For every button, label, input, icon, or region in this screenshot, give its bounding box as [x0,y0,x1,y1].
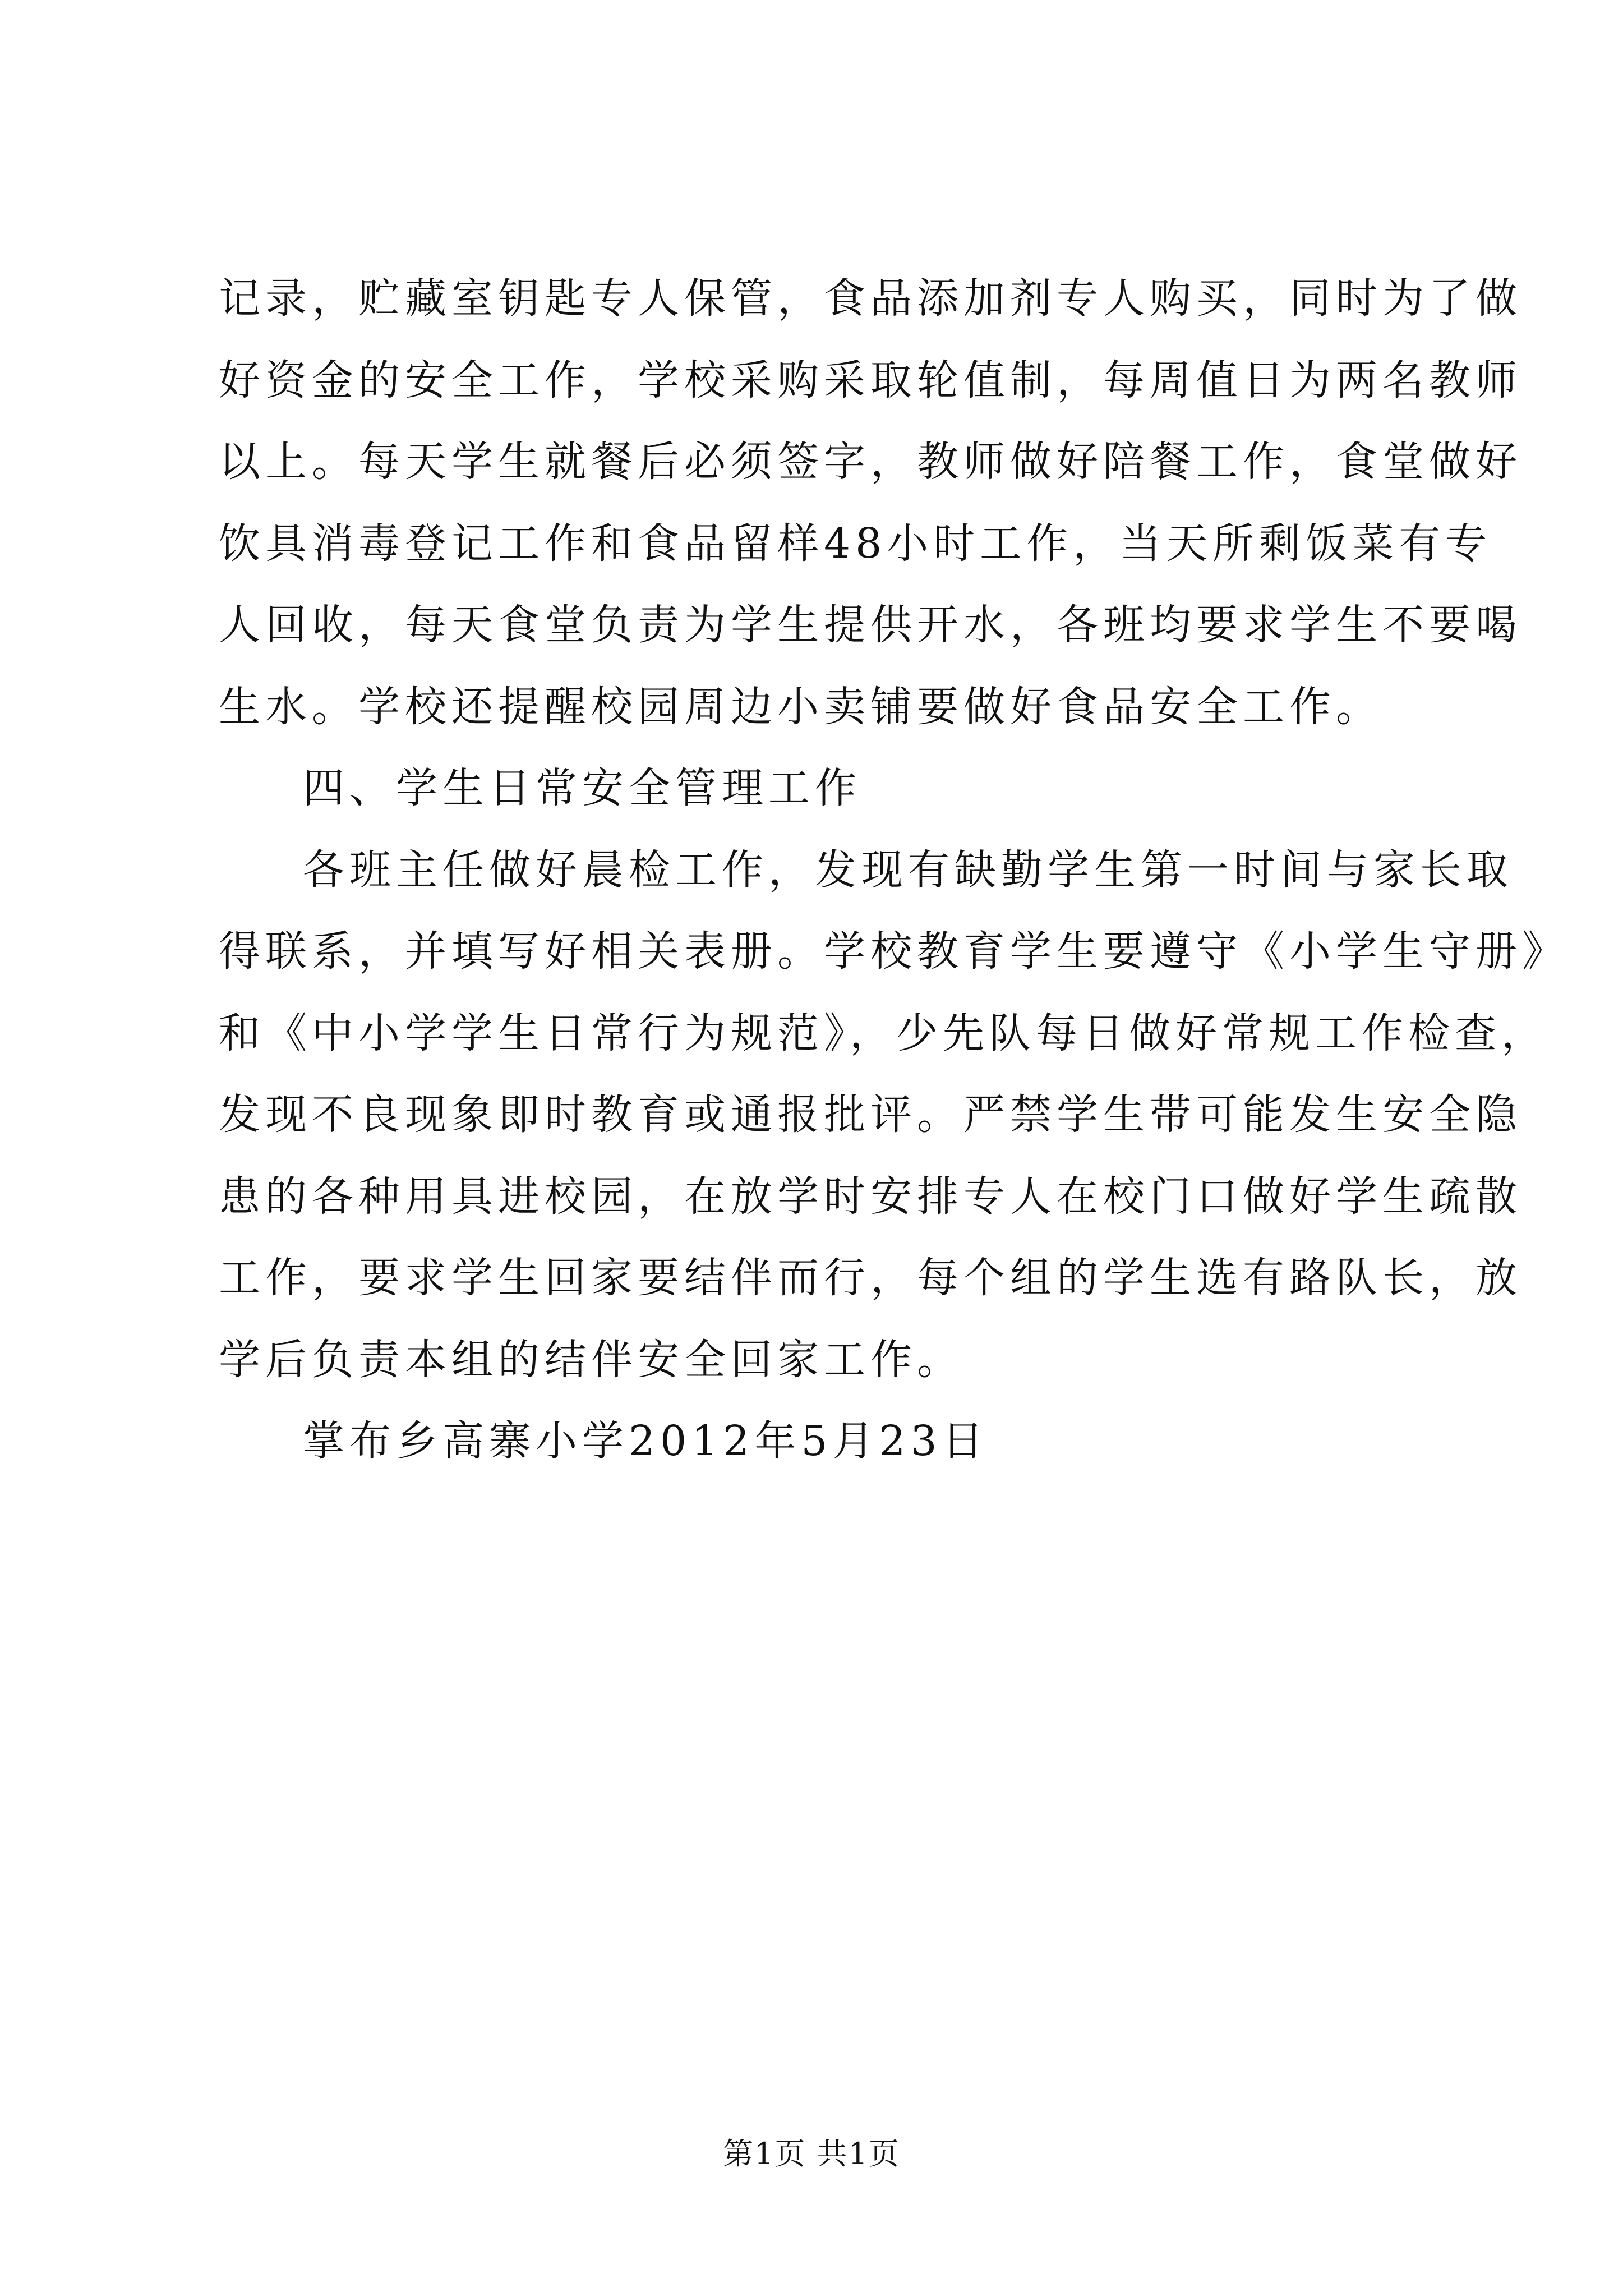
paragraph-line: 生水。学校还提醒校园周边小卖铺要做好食品安全工作。 [219,682,1382,731]
paragraph-line: 各班主任做好晨检工作，发现有缺勤学生第一时间与家长取 [303,845,1513,894]
section-heading: 四、学生日常安全管理工作 [303,764,861,812]
paragraph-line: 记录，贮藏室钥匙专人保管，食品添加剂专人购买，同时为了做 [219,274,1522,323]
paragraph-line: 好资金的安全工作，学校采购采取轮值制，每周值日为两名教师 [219,356,1522,404]
signature-line: 掌布乡高寨小学2012年5月23日 [303,1417,989,1465]
page-footer: 第1页 共1页 [723,2136,900,2171]
paragraph-line: 患的各种用具进校园，在放学时安排专人在校门口做好学生疏散 [219,1172,1522,1221]
paragraph-line: 饮具消毒登记工作和食品留样48小时工作，当天所剩饭菜有专 [219,519,1492,568]
paragraph-line: 发现不良现象即时教育或通报批评。严禁学生带可能发生安全隐 [219,1091,1522,1139]
paragraph-line: 学后负责本组的结伴安全回家工作。 [219,1335,963,1384]
paragraph-line: 以上。每天学生就餐后必须签字，教师做好陪餐工作，食堂做好 [219,438,1522,486]
paragraph-line: 工作，要求学生回家要结伴而行，每个组的学生选有路队长，放 [219,1254,1522,1302]
paragraph-line: 得联系，并填写好相关表册。学校教育学生要遵守《小学生守册》 [219,927,1569,976]
document-body [219,258,1569,1483]
paragraph-line: 和《中小学学生日常行为规范》，少先队每日做好常规工作检查， [219,1009,1548,1057]
paragraph-line: 人回收，每天食堂负责为学生提供开水，各班均要求学生不要喝 [219,601,1522,649]
